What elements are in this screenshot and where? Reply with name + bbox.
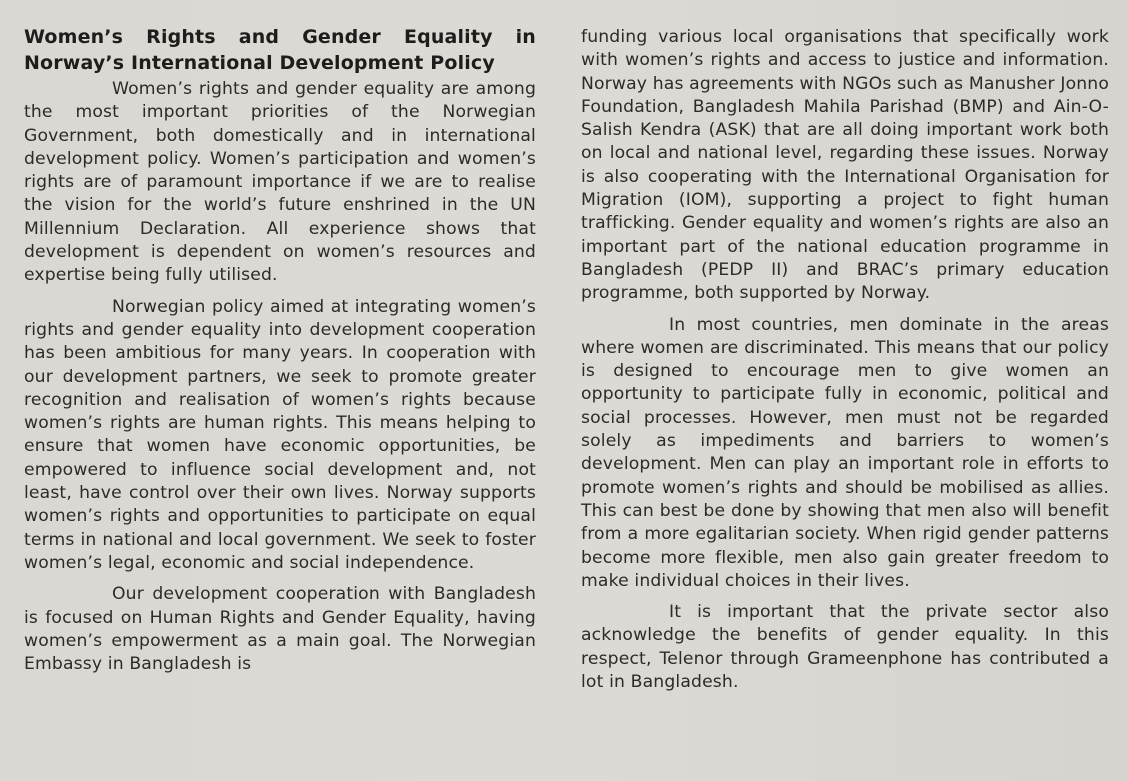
left-column [24, 24, 536, 676]
right-column [581, 26, 1109, 694]
article-title [24, 24, 536, 76]
paragraph-men-role: In most countries, men dominate in the areas where women are discriminated. This means that our policy is designed to encourage men to give women an opportunity to participate fully in economic, political and social processes. However, men must not be regarded solely as impediments and barriers to women’s development. Men can play an important role in efforts to promote women’s rights and should be mobilised as allies. This can best be done by showing that men also will benefit from a more egalitarian society. When rigid gender patterns become more flexible, men also gain greater freedom to make individual choices in their lives. [581, 314, 1109, 591]
paragraph-bangladesh-continued: funding various local organisations that specifically work with women’s rights and access to justice and information. Norway has agreements with NGOs such as Manusher Jonno Foundation, Bangladesh Mahila Parishad (BMP) and Ain-O-Salish Kendra (ASK) that are all doing important work both on local and national level, regarding these issues. Norway is also cooperating with the International Organisation for Migration (IOM), supporting a project to fight human trafficking. Gender equality and women’s rights are also an important part of the national education programme in Bangladesh (PEDP II) and BRAC’s primary education programme, both supported by Norway. [581, 27, 1109, 304]
paragraph-policy: Norwegian policy aimed at integrating women’s rights and gender equality into development cooperation has been ambitious for many years. In cooperation with our development partners, we seek to promote greater recognition and realisation of women’s rights because women’s rights are human rights. This means helping to ensure that women have economic opportunities, be empowered to influence social development and, not least, have control over their own lives. Norway supports women’s rights and opportunities to participate on equal terms in national and local government. We seek to foster women’s legal, economic and social independence. [24, 296, 536, 573]
paragraph-private-sector: It is important that the private sector also acknowledge the benefits of gender equality. In this respect, Telenor through Grameenphone has contributed a lot in Bangladesh. [581, 602, 1109, 693]
article-title-line-2: Norway’s International Development Policy [24, 52, 495, 74]
article-title-line-1: Women’s Rights and Gender Equality in [24, 26, 536, 48]
paragraph-bangladesh: Our development cooperation with Bangladesh is focused on Human Rights and Gender Equality, having women’s empowerment as a main goal. The Norwegian Embassy in Bangladesh is [24, 584, 536, 675]
paragraph-intro: Women’s rights and gender equality are among the most important priorities of the Norwegian Government, both domestically and in international development policy. Women’s participation and women’s rights are of paramount importance if we are to realise the vision for the world’s future enshrined in the UN Millennium Declaration. All experience shows that development is dependent on women’s resources and expertise being fully utilised. [24, 79, 536, 286]
